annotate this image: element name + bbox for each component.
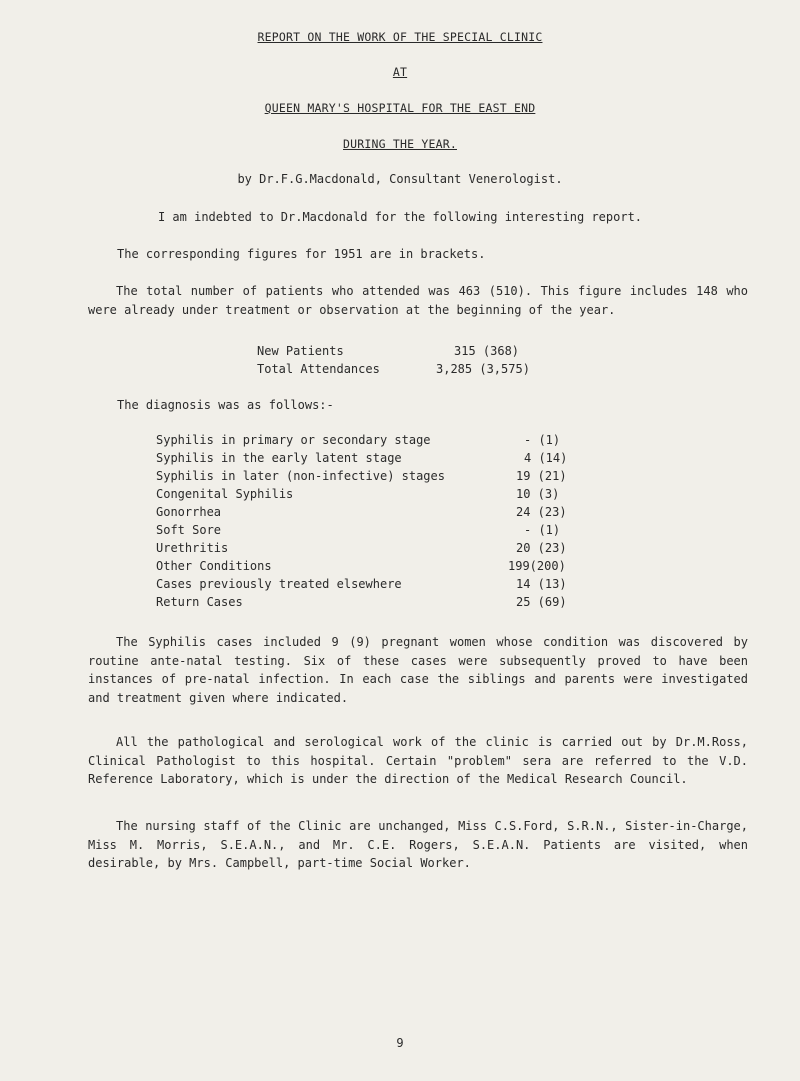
page-number: 9: [396, 1036, 404, 1050]
diagnosis-label: Other Conditions: [156, 559, 272, 573]
report-title-at: AT: [392, 65, 408, 79]
summary-label: Total Attendances: [257, 362, 380, 376]
nursing-staff-paragraph: The nursing staff of the Clinic are unchanged, Miss C.S.Ford, S.R.N., Sister-in-Charge, Miss M. Morris, S.E.A.N., and Mr. C.E. Rogers, S.E.A.N. Patients are visited, when desirable, by Mrs. Campbell, part-time Social Worker.: [88, 819, 748, 870]
total-patients-paragraph: The total number of patients who attended was 463 (510). This figure includes 148 who were already under treatment or observation at the beginning of the year.: [88, 284, 748, 317]
brackets-note: The corresponding figures for 1951 are in brackets.: [117, 247, 486, 261]
diagnosis-label: Urethritis: [156, 541, 229, 555]
diagnosis-label: Congenital Syphilis: [156, 487, 294, 501]
diagnosis-value: 19 (21): [516, 469, 567, 483]
diagnosis-value: - (1): [524, 433, 561, 447]
summary-value: 3,285 (3,575): [436, 362, 530, 376]
pathology-paragraph: All the pathological and serological work of the clinic is carried out by Dr.M.Ross, Clinical Pathologist to this hospital. Certain "problem" sera are referred to the V.D. Reference Laboratory, which is under the direction of the Medical Research Council.: [88, 735, 748, 786]
diagnosis-value: - (1): [524, 523, 561, 537]
diagnosis-label: Gonorrhea: [156, 505, 222, 519]
diagnosis-value: 20 (23): [516, 541, 567, 555]
summary-label: New Patients: [257, 344, 344, 358]
diagnosis-label: Soft Sore: [156, 523, 222, 537]
diagnosis-value: 14 (13): [516, 577, 567, 591]
diagnosis-label: Syphilis in the early latent stage: [156, 451, 402, 465]
byline: by Dr.F.G.Macdonald, Consultant Venerologist.: [237, 172, 563, 186]
diagnosis-value: 4 (14): [524, 451, 568, 465]
syphilis-paragraph: The Syphilis cases included 9 (9) pregnant women whose condition was discovered by routine ante-natal testing. Six of these cases were subsequently proved to have been instances of pre-natal infection. In each case the siblings and parents were investigated and treatment given where indicated.: [88, 635, 748, 705]
intro-line: I am indebted to Dr.Macdonald for the following interesting report.: [157, 210, 643, 224]
diagnosis-label: Cases previously treated elsewhere: [156, 577, 402, 591]
diagnosis-label: Syphilis in primary or secondary stage: [156, 433, 431, 447]
report-title-hospital: QUEEN MARY'S HOSPITAL FOR THE EAST END: [264, 101, 536, 115]
diagnosis-label: Return Cases: [156, 595, 243, 609]
diagnosis-value: 10 (3): [516, 487, 560, 501]
diagnosis-intro: The diagnosis was as follows:-: [117, 398, 334, 412]
diagnosis-label: Syphilis in later (non-infective) stages: [156, 469, 445, 483]
report-title: REPORT ON THE WORK OF THE SPECIAL CLINIC: [257, 30, 543, 44]
diagnosis-value: 24 (23): [516, 505, 567, 519]
diagnosis-value: 199(200): [508, 559, 566, 573]
report-title-year: DURING THE YEAR.: [343, 137, 457, 151]
summary-value: 315 (368): [454, 344, 520, 358]
diagnosis-value: 25 (69): [516, 595, 567, 609]
